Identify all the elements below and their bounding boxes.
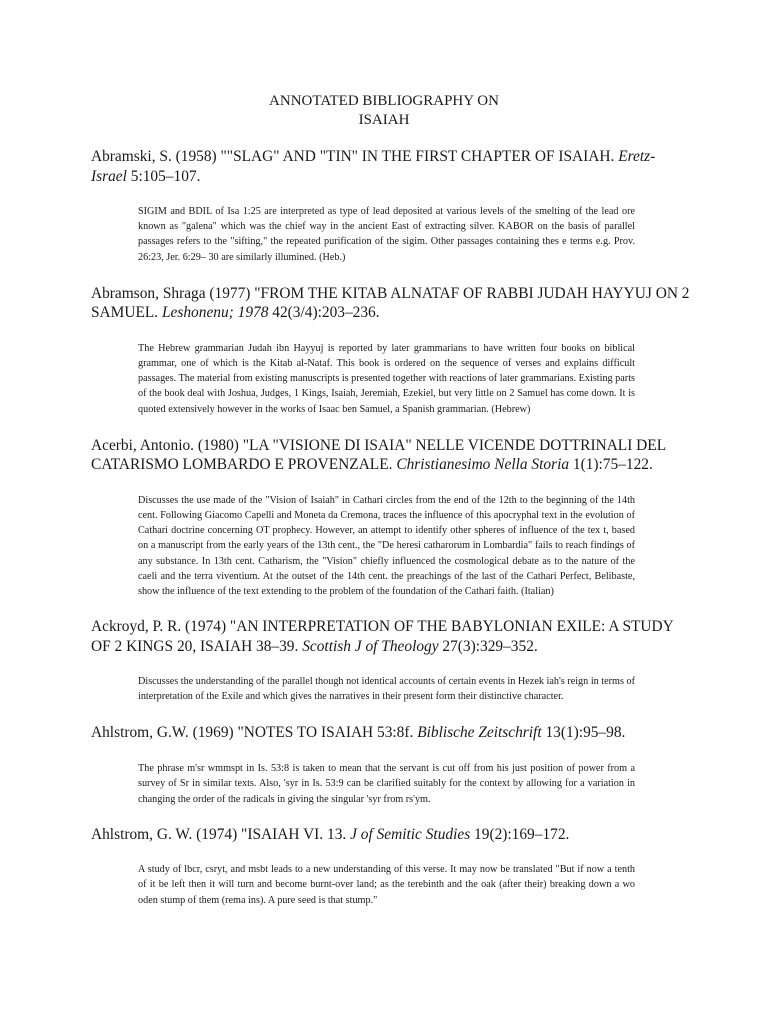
page-title	[0, 92, 768, 130]
entry-annotation: Discusses the understanding of the parallel though not identical accounts of certain events in Hezek iah's reign in terms of interpretation of the Exile and which gives the narratives in their present form their distinctive character.	[138, 676, 635, 703]
citation-text: Ackroyd, P. R. (1974) "AN INTERPRETATION OF THE BABYLONIAN EXILE: A STUDY OF 2 KINGS 20, ISAIAH 38–39.	[91, 618, 674, 655]
citation-text: Ahlstrom, G.W. (1969) "NOTES TO ISAIAH 53:8f.	[91, 723, 418, 741]
citation-volume: 27(3):329–352.	[438, 637, 538, 655]
entry-annotation: The phrase m'sr wmmspt in Is. 53:8 is taken to mean that the servant is cut off from his just position of power from a survey of Sr in similar texts. Also, 'syr in Is. 53:9 can be clarified suitably for the context by allowing for a variation in changing the order of the radicals in giving the singular 'syr from rs'ym.	[138, 763, 635, 805]
citation-text: Abramson, Shraga (1977) "FROM THE KITAB ALNATAF OF RABBI JUDAH HAYYUJ ON 2 SAMUEL.	[91, 284, 690, 322]
entry-citation	[91, 617, 691, 656]
citation-volume: 5:105–107.	[126, 167, 201, 185]
citation-volume: 1(1):75–122.	[569, 456, 653, 474]
bibliography-entry	[91, 825, 691, 908]
entry-annotation: A study of lbcr, csryt, and msbt leads to a new understanding of this verse. It may now be translated "But if now a tenth of it be left then it will turn and become burnt-over land; as the terebinth and the oak (after their) breaking down a wo oden stump of them (rema ins). A pure seed is that stump."	[138, 864, 635, 906]
bibliography-entry	[91, 436, 691, 599]
bibliography-entry	[91, 617, 691, 704]
entry-citation	[91, 436, 691, 475]
journal-title: Biblische Zeitschrift	[417, 723, 542, 741]
journal-title: Scottish J of Theology	[302, 637, 439, 655]
entry-citation	[91, 723, 691, 743]
entry-annotation: Discusses the use made of the "Vision of Isaiah" in Cathari circles from the end of the 12th to the beginning of the 14th cent. Following Giacomo Capelli and Moneta da Cremona, traces the influence of this apocryphal text in the evolution of Cathari doctrine concerning OT prophecy. However, an attempt to identify other spheres of influence of the tex t, based on a manuscript from the early years of the 13th cent., the "De heresi catharorum in Lombardia" fails to reach findings of any substance. In 13th cent. Catharism, the "Vision" chiefly influenced the cosmological debate as to the nature of the caeli and the terra viventium. At the outset of the 14th cent. the preachings of the last of the Cathari Perfect, Belibaste, show the influence of the text extending to the problem of the foundation of the Cathari faith. (Italian)	[138, 494, 635, 598]
journal-title: J of Semitic Studies	[350, 825, 471, 843]
entry-citation	[91, 284, 691, 323]
title-line-1: ANNOTATED BIBLIOGRAPHY ON	[269, 93, 499, 109]
journal-title: Eretz-Israel	[91, 148, 656, 185]
entry-annotation: SIGIM and BDIL of Isa 1:25 are interpreted as type of lead deposited at various levels of the smelting of the lead ore known as "galena" which was the chief way in the ancient East of extracting silver. KABOR on the basis of parallel passages refers to the "sifting," the repeated purification of the sigim. Other passages containing thes e terms e.g. Prov. 26:23, Jer. 6:29– 30 are similarly illumined. (Heb.)	[138, 206, 635, 263]
citation-volume: 13(1):95–98.	[541, 723, 626, 741]
journal-title: Leshonenu; 1978	[161, 304, 269, 322]
citation-volume: 42(3/4):203–236.	[268, 304, 380, 322]
citation-text: Abramski, S. (1958) ""SLAG" AND "TIN" IN THE FIRST CHAPTER OF ISAIAH.	[91, 148, 619, 165]
entry-citation	[91, 825, 691, 845]
bibliography-entry	[91, 723, 691, 807]
bibliography-entry	[91, 284, 691, 417]
entry-annotation: The Hebrew grammarian Judah ibn Hayyuj is reported by later grammarians to have written four books on biblical grammar, one of which is the Kitab al-Nataf. This book is ordered on the sequence of verses and explains difficult passages. The material from existing manuscripts is presented together with reactions of later grammarians. Existing parts of the book deal with Joshua, Judges, 1 Kings, Isaiah, Jeremiah, Ezekiel, but very little on 2 Samuel has come down. It is quoted extensively however in the works of Isaac ben Samuel, a Spanish grammarian. (Hebrew)	[138, 342, 635, 415]
bibliography-list	[91, 147, 691, 908]
entry-citation	[91, 147, 691, 186]
journal-title: Christianesimo Nella Storia	[396, 456, 570, 474]
citation-text: Ahlstrom, G. W. (1974) "ISAIAH VI. 13.	[91, 825, 351, 843]
title-line-2: ISAIAH	[358, 112, 410, 128]
bibliography-entry	[91, 147, 691, 265]
citation-text: Acerbi, Antonio. (1980) "LA "VISIONE DI ISAIA" NELLE VICENDE DOTTRINALI DEL CATARISMO LOMBARDO E PROVENZALE.	[91, 436, 666, 474]
citation-volume: 19(2):169–172.	[470, 825, 570, 843]
